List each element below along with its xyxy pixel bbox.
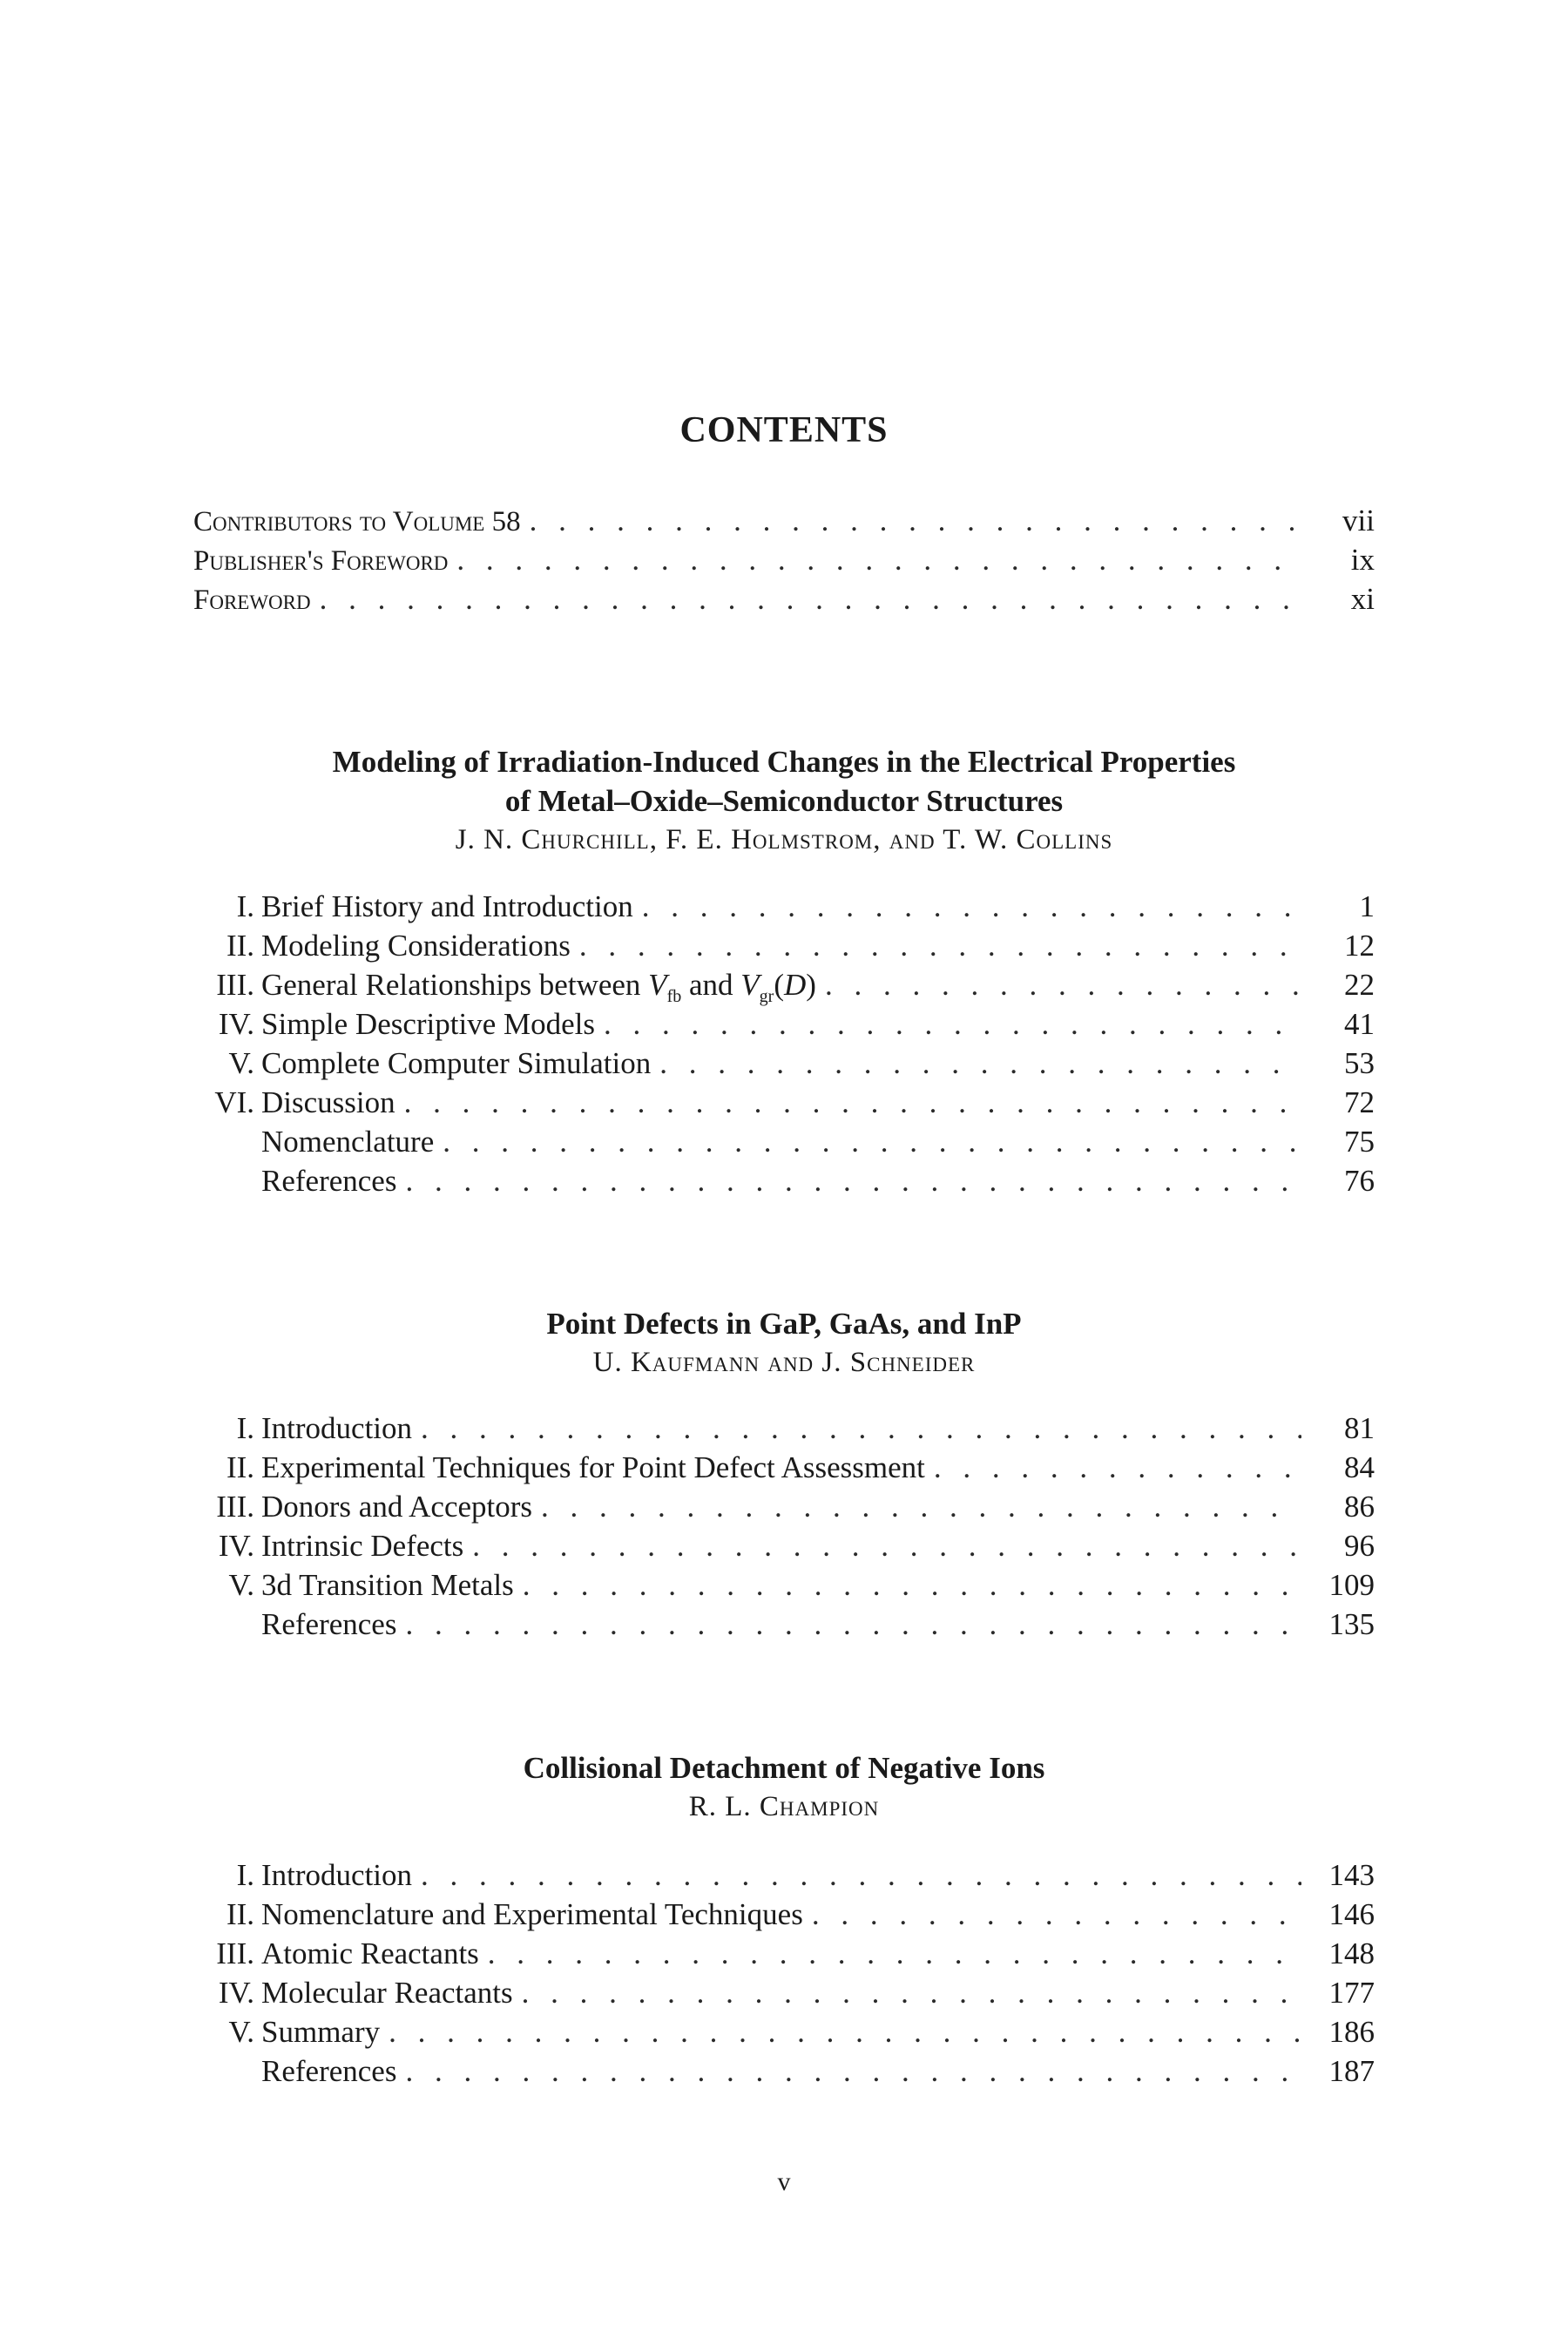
- page-number: 135: [1328, 1607, 1375, 1641]
- entry-title: Discussion: [261, 1085, 395, 1119]
- toc-entry[interactable]: [193, 926, 1375, 965]
- entry-title: Nomenclature and Experimental Techniques: [261, 1897, 803, 1931]
- chapter-heading: [0, 742, 1568, 860]
- page-number: 53: [1344, 1046, 1375, 1080]
- chapter-section-list: [193, 1855, 1375, 2091]
- dot-leader: [825, 965, 1301, 1004]
- dot-leader: [530, 501, 1301, 540]
- section-number: III.: [216, 1936, 254, 1970]
- section-number: V.: [228, 2015, 254, 2049]
- dot-leader: [320, 579, 1301, 618]
- page-number: ix: [1350, 543, 1375, 577]
- entry-title: Experimental Techniques for Point Defect Assessment: [261, 1450, 925, 1484]
- toc-entry[interactable]: [193, 887, 1375, 926]
- chapter-heading: [0, 1304, 1568, 1382]
- page-number: 41: [1344, 1007, 1375, 1041]
- section-number: I.: [236, 889, 254, 923]
- toc-entry[interactable]: [193, 1605, 1375, 1644]
- chapter-title: of Metal–Oxide–Semiconductor Structures: [504, 784, 1064, 818]
- dot-leader: [642, 887, 1301, 926]
- chapter-title: Collisional Detachment of Negative Ions: [523, 1751, 1045, 1785]
- section-number: III.: [216, 968, 254, 1002]
- section-number: IV.: [218, 1976, 254, 2010]
- page-number: 96: [1344, 1529, 1375, 1563]
- entry-title: Foreword: [193, 585, 311, 616]
- entry-title: Intrinsic Defects: [261, 1529, 464, 1563]
- front-matter-list: [193, 501, 1375, 618]
- dot-leader: [421, 1855, 1301, 1895]
- page-number: 86: [1344, 1490, 1375, 1524]
- page-number: xi: [1350, 582, 1375, 616]
- toc-entry[interactable]: [193, 1855, 1375, 1895]
- dot-leader: [604, 1004, 1301, 1044]
- entry-title: 3d Transition Metals: [261, 1568, 514, 1602]
- entry-title: Introduction: [261, 1411, 413, 1445]
- toc-entry[interactable]: [193, 579, 1375, 618]
- dot-leader: [541, 1487, 1301, 1526]
- chapter-authors: R. L. Champion: [688, 1791, 880, 1822]
- entry-title: Donors and Acceptors: [261, 1490, 533, 1524]
- entry-title: Publisher's Foreword: [193, 545, 449, 577]
- toc-entry[interactable]: [193, 540, 1375, 579]
- dot-leader: [812, 1895, 1301, 1934]
- dot-leader: [421, 1409, 1301, 1448]
- page-number: 143: [1328, 1858, 1375, 1892]
- section-number: IV.: [218, 1529, 254, 1563]
- chapter-heading: [0, 1748, 1568, 1827]
- dot-leader: [523, 1565, 1301, 1605]
- dot-leader: [443, 1122, 1301, 1161]
- entry-title: Nomenclature: [261, 1125, 435, 1159]
- section-number: II.: [226, 929, 254, 963]
- page-number: 76: [1344, 1164, 1375, 1198]
- chapter-authors: U. Kaufmann and J. Schneider: [592, 1347, 976, 1378]
- page-title: CONTENTS: [679, 410, 889, 450]
- entry-title: Molecular Reactants: [261, 1976, 513, 2010]
- chapter-section-list: [193, 887, 1375, 1200]
- dot-leader: [456, 540, 1301, 579]
- toc-entry[interactable]: [193, 1448, 1375, 1487]
- section-number: V.: [228, 1568, 254, 1602]
- dot-leader: [405, 2051, 1301, 2091]
- page-number: 75: [1344, 1125, 1375, 1159]
- toc-entry[interactable]: [193, 1526, 1375, 1565]
- section-number: I.: [236, 1858, 254, 1892]
- dot-leader: [934, 1448, 1301, 1487]
- dot-leader: [522, 1973, 1301, 2012]
- entry-title: General Relationships between $V_{fb}$ and $V_{gr}(D)$: [261, 968, 816, 1006]
- toc-entry[interactable]: [193, 1044, 1375, 1083]
- section-number: I.: [236, 1411, 254, 1445]
- dot-leader: [405, 1161, 1301, 1200]
- toc-entry[interactable]: [193, 1934, 1375, 1973]
- toc-entry[interactable]: [193, 1895, 1375, 1934]
- page-number: 177: [1328, 1976, 1375, 2010]
- toc-entry[interactable]: [193, 1487, 1375, 1526]
- page-number: 187: [1328, 2054, 1375, 2088]
- dot-leader: [389, 2012, 1301, 2051]
- toc-entry[interactable]: [193, 1083, 1375, 1122]
- dot-leader: [405, 1605, 1301, 1644]
- chapter-title: Modeling of Irradiation-Induced Changes in the Electrical Properties: [332, 745, 1236, 779]
- page-number: 186: [1328, 2015, 1375, 2049]
- chapter-section-list: [193, 1409, 1375, 1644]
- page-number: 84: [1344, 1450, 1375, 1484]
- section-number: III.: [216, 1490, 254, 1524]
- toc-entry[interactable]: [193, 965, 1375, 1004]
- page-number: 81: [1344, 1411, 1375, 1445]
- toc-entry[interactable]: [193, 1122, 1375, 1161]
- entry-title: References: [261, 2054, 397, 2088]
- page-number: vii: [1342, 504, 1375, 537]
- dot-leader: [404, 1083, 1301, 1122]
- section-number: II.: [226, 1450, 254, 1484]
- toc-entry[interactable]: [193, 2051, 1375, 2091]
- entry-title: Contributors to Volume 58: [193, 506, 521, 537]
- dot-leader: [488, 1934, 1301, 1973]
- entry-title: Simple Descriptive Models: [261, 1007, 596, 1041]
- section-number: V.: [228, 1046, 254, 1080]
- dot-leader: [472, 1526, 1301, 1565]
- entry-title: Modeling Considerations: [261, 929, 571, 963]
- toc-entry[interactable]: [193, 1161, 1375, 1200]
- dot-leader: [579, 926, 1301, 965]
- page-number: 109: [1328, 1568, 1375, 1602]
- entry-title: Summary: [261, 2015, 381, 2049]
- page-folio: v: [777, 2167, 791, 2196]
- page-number: 12: [1344, 929, 1375, 963]
- entry-title: Atomic Reactants: [261, 1936, 479, 1970]
- entry-title: Introduction: [261, 1858, 413, 1892]
- page-number: 22: [1344, 968, 1375, 1002]
- toc-entry[interactable]: [193, 2012, 1375, 2051]
- chapter-title: Point Defects in GaP, GaAs, and InP: [546, 1307, 1022, 1341]
- toc-entry[interactable]: [193, 1004, 1375, 1044]
- toc-entry[interactable]: [193, 501, 1375, 540]
- entry-title: Complete Computer Simulation: [261, 1046, 652, 1080]
- dot-leader: [659, 1044, 1301, 1083]
- toc-entry[interactable]: [193, 1565, 1375, 1605]
- chapter-authors: J. N. Churchill, F. E. Holmstrom, and T. W. Collins: [455, 824, 1113, 855]
- entry-title: References: [261, 1607, 397, 1641]
- section-number: II.: [226, 1897, 254, 1931]
- page-number: 72: [1344, 1085, 1375, 1119]
- page-number: 148: [1328, 1936, 1375, 1970]
- section-number: VI.: [214, 1085, 254, 1119]
- entry-title: Brief History and Introduction: [261, 889, 633, 923]
- toc-entry[interactable]: [193, 1973, 1375, 2012]
- toc-entry[interactable]: [193, 1409, 1375, 1448]
- entry-title: References: [261, 1164, 397, 1198]
- page-number: 1: [1359, 889, 1375, 923]
- section-number: IV.: [218, 1007, 254, 1041]
- page-number: 146: [1328, 1897, 1375, 1931]
